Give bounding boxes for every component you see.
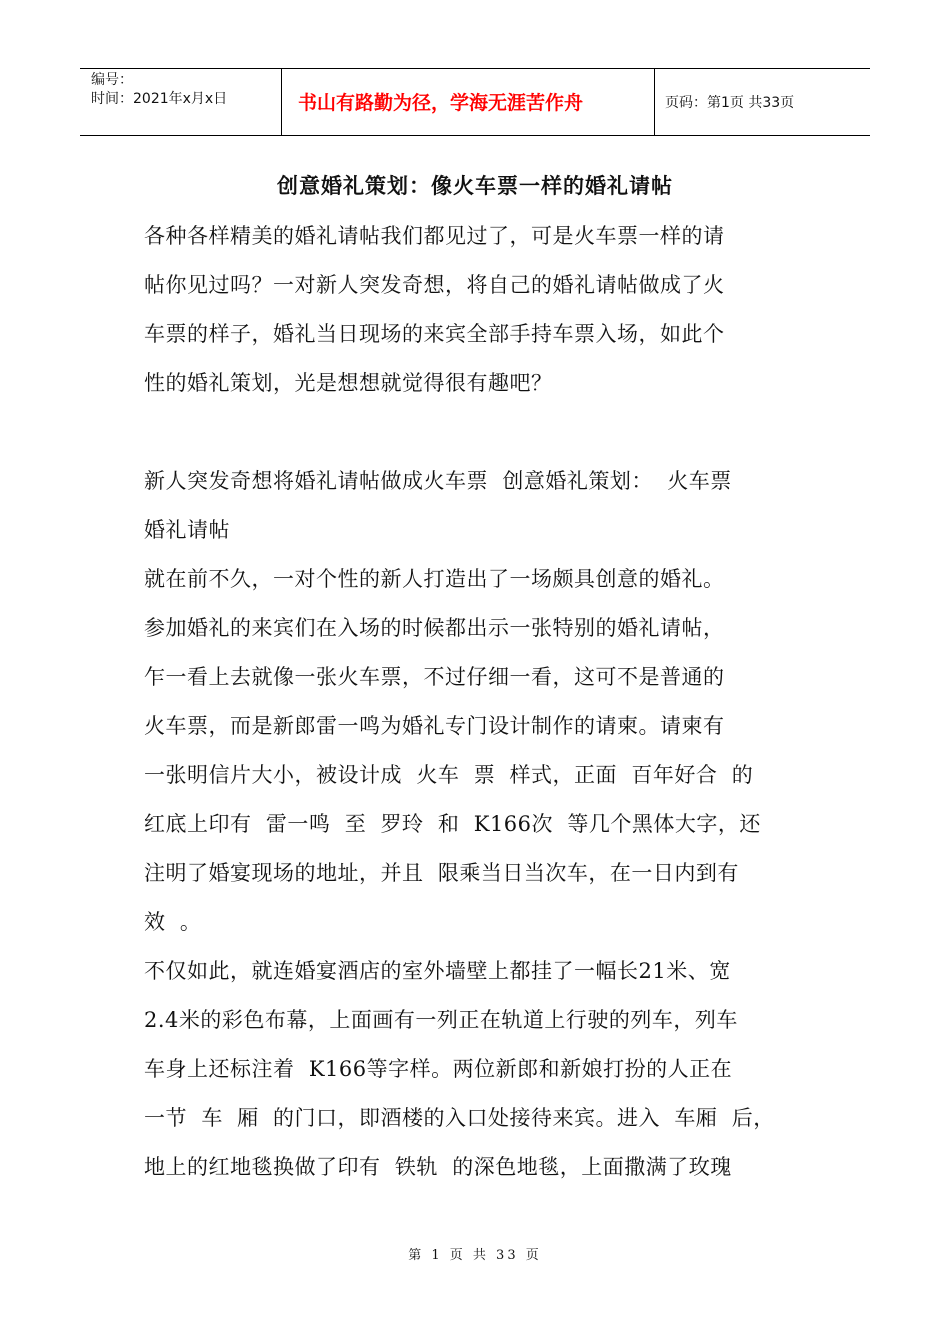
body-line: 婚礼请帖: [144, 518, 230, 542]
body-line: 地上的红地毯换做了印有 铁轨 的深色地毯，上面撒满了玫瑰: [144, 1155, 732, 1179]
page-footer: 第 1 页 共 33 页: [408, 1248, 542, 1263]
header-page-info: 页码：第1页 共33页: [665, 95, 795, 111]
body-line: 车票的样子，婚礼当日现场的来宾全部手持车票入场，如此个: [144, 322, 725, 346]
body-line: 帖你见过吗？一对新人突发奇想，将自己的婚礼请帖做成了火: [144, 273, 725, 297]
document-date: 时间：2021年x月x日: [91, 91, 228, 107]
body-line: 火车票，而是新郎雷一鸣为婚礼专门设计制作的请柬。请柬有: [144, 714, 725, 738]
body-line: 各种各样精美的婚礼请帖我们都见过了，可是火车票一样的请: [144, 224, 725, 248]
body-line: 一节 车 厢 的门口，即酒楼的入口处接待来宾。进入 车厢 后，: [144, 1106, 775, 1130]
body-line: 车身上还标注着 K166等字样。两位新郎和新娘打扮的人正在: [144, 1057, 733, 1081]
document-number-label: 编号：: [91, 72, 133, 88]
body-line: 不仅如此，就连婚宴酒店的室外墙壁上都挂了一幅长21米、宽: [144, 959, 731, 983]
body-line: 注明了婚宴现场的地址，并且 限乘当日当次车，在一日内到有: [144, 861, 739, 885]
document-title: 创意婚礼策划：像火车票一样的婚礼请帖: [277, 174, 673, 198]
body-line: 新人突发奇想将婚礼请帖做成火车票 创意婚礼策划： 火车票: [144, 469, 732, 493]
body-line: 性的婚礼策划，光是想想就觉得很有趣吧？: [144, 371, 553, 395]
body-line: 一张明信片大小，被设计成 火车 票 样式，正面 百年好合 的: [144, 763, 754, 787]
body-line: 2.4米的彩色布幕，上面画有一列正在轨道上行驶的列车，列车: [144, 1008, 738, 1032]
body-line-blank: [144, 408, 809, 457]
body-line: 乍一看上去就像一张火车票，不过仔细一看，这可不是普通的: [144, 665, 725, 689]
document-body: [144, 212, 809, 1192]
header-motto: 书山有路勤为径，学海无涯苦作舟: [282, 69, 655, 135]
body-line: 红底上印有 雷一鸣 至 罗玲 和 K166次 等几个黑体大字，还: [144, 812, 761, 836]
body-line: 参加婚礼的来宾们在入场的时候都出示一张特别的婚礼请帖，: [144, 616, 725, 640]
header-meta-cell: [80, 69, 282, 135]
header-table: [80, 68, 870, 136]
body-line: 就在前不久，一对个性的新人打造出了一场颇具创意的婚礼。: [144, 567, 725, 591]
body-line: 效 。: [144, 910, 202, 934]
